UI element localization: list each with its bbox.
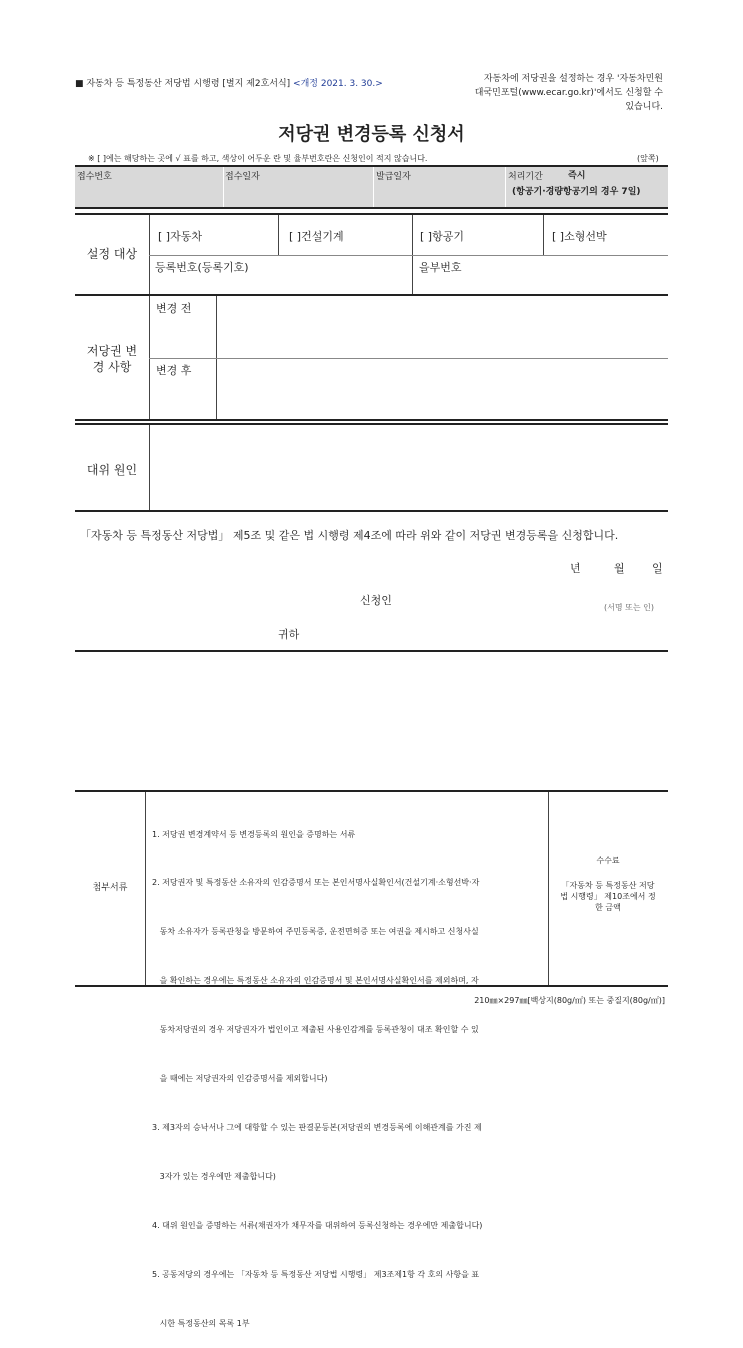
fee-description-line: 한 금액: [595, 903, 621, 912]
applicant-label: 신청인: [360, 594, 392, 607]
after-change-label: 변경 후: [156, 364, 192, 377]
changes-label: [75, 343, 149, 375]
receipt-number-label: 접수번호: [77, 172, 112, 182]
attachment-item: 4. 대위 원인을 증명하는 서류(채권자가 채무자를 대위하여 등록신청하는 경우에만 제출합니다): [152, 1220, 483, 1230]
attachment-item: 1. 저당권 변경계약서 등 변경등록의 원인을 증명하는 서류: [152, 829, 356, 839]
divider: [75, 213, 668, 215]
date-month: 월: [614, 562, 625, 575]
online-note-line: 대국민포털(www.ecar.go.kr)'에서도 신청할 수: [474, 88, 663, 98]
issue-date-label: 발급일자: [376, 172, 411, 182]
attachment-item: 3. 제3자의 승낙서나 그에 대항할 수 있는 판결문등본(저당권의 변경등록에 이해관계를 가진 제: [152, 1122, 482, 1132]
subrogation-cause-label: 대위 원인: [86, 463, 138, 477]
divider: [278, 215, 279, 255]
attachment-item: 시한 특정동산의 목록 1부: [152, 1318, 250, 1328]
declaration-text: 「자동차 등 특정동산 저당법」 제5조 및 같은 법 시행령 제4조에 따라 위와 같이 저당권 변경등록을 신청합니다.: [80, 529, 619, 542]
target-label: 설정 대상: [86, 247, 138, 261]
date-year: 년: [570, 562, 581, 575]
online-note: [475, 72, 663, 114]
divider: [149, 358, 668, 359]
subrogation-cause-field[interactable]: [150, 425, 667, 510]
online-note-line: 있습니다.: [625, 102, 663, 112]
divider: [75, 790, 668, 792]
divider: [75, 510, 668, 512]
divider: [145, 792, 146, 985]
signature-note: (서명 또는 인): [604, 603, 654, 612]
processing-period-value: 즉시: [568, 171, 586, 181]
form-reference: [75, 76, 383, 89]
divider: [373, 167, 374, 207]
recipient-label: 귀하: [278, 628, 300, 641]
option-small-vessel[interactable]: [ ]소형선박: [552, 230, 607, 243]
divider: [543, 215, 544, 255]
revision-note: <개정 2021. 3. 30.>: [293, 79, 383, 89]
attachment-item: 동차 소유자가 등록관청을 방문하여 주민등록증, 운전면허증 또는 여권을 제시하고 신청사실: [152, 927, 479, 937]
divider: [505, 167, 506, 207]
form-reference-text: ■ 자동차 등 특정동산 저당법 시행령 [별지 제2호서식]: [75, 79, 291, 89]
divider: [75, 650, 668, 652]
option-construction-machine[interactable]: [ ]건설기계: [289, 230, 344, 243]
before-change-label: 변경 전: [156, 302, 192, 315]
divider: [75, 985, 668, 987]
attachment-item: 3자가 있는 경우에만 제출합니다): [152, 1171, 276, 1181]
attachment-item: 동차저당권의 경우 저당권자가 법인이고 제출된 사용인감계를 등록관청이 대조 확인할 수 있: [152, 1025, 479, 1035]
registration-number-label: 등록번호(등록기호): [155, 261, 249, 274]
fee-description-line: 「자동차 등 특정동산 저당: [561, 881, 655, 890]
fee-description: [549, 880, 667, 913]
fee-description-line: 법 시행령」 제10조에서 정: [560, 892, 656, 901]
date-day: 일: [652, 562, 663, 575]
divider: [223, 167, 224, 207]
ledger-number-label: 을부번호: [419, 261, 462, 274]
divider: [75, 419, 668, 421]
online-note-line: 자동차에 저당권을 설정하는 경우 '자동차민원: [483, 74, 663, 84]
attachments-list: [152, 794, 547, 1348]
attachment-item: 을 확인하는 경우에는 특정동산 소유자의 인감증명서 및 본인서명사실확인서를 제외하며, 자: [152, 976, 479, 986]
divider: [75, 294, 668, 296]
attachments-label: 첨부서류: [92, 883, 128, 893]
attachment-item: 5. 공동저당의 경우에는 「자동차 등 특정동산 저당법 시행령」 제3조제1항 각 호의 사항을 표: [152, 1269, 480, 1279]
paper-spec: 210㎜×297㎜[백상지(80g/㎡) 또는 중질지(80g/㎡)]: [474, 996, 665, 1005]
fee-label: 수수료: [596, 856, 620, 865]
before-change-field[interactable]: [217, 297, 667, 357]
instruction-text: ※ [ ]에는 해당하는 곳에 √ 표를 하고, 색상이 어두운 란 및 율부번호란은 신청인이 적지 않습니다.: [88, 154, 428, 163]
page-side: (앞쪽): [637, 154, 659, 163]
changes-label-line: 경 사항: [92, 360, 132, 374]
divider: [75, 207, 668, 209]
after-change-field[interactable]: [217, 360, 667, 418]
processing-period-label: 처리기간: [508, 172, 543, 182]
option-aircraft[interactable]: [ ]항공기: [420, 230, 464, 243]
form-title: 저당권 변경등록 신청서: [278, 124, 465, 145]
divider: [149, 255, 668, 256]
changes-label-line: 저당권 변: [86, 344, 138, 358]
attachment-item: 을 때에는 저당권자의 인감증명서를 제외합니다): [152, 1074, 328, 1084]
attachment-item: 2. 저당권자 및 특정동산 소유자의 인감증명서 또는 본인서명사실확인서(건설기계·소형선박·자: [152, 878, 480, 888]
processing-period-note: (항공기·경량항공기의 경우 7일): [512, 187, 641, 197]
option-car[interactable]: [ ]자동차: [158, 230, 202, 243]
receipt-date-label: 접수일자: [225, 172, 260, 182]
